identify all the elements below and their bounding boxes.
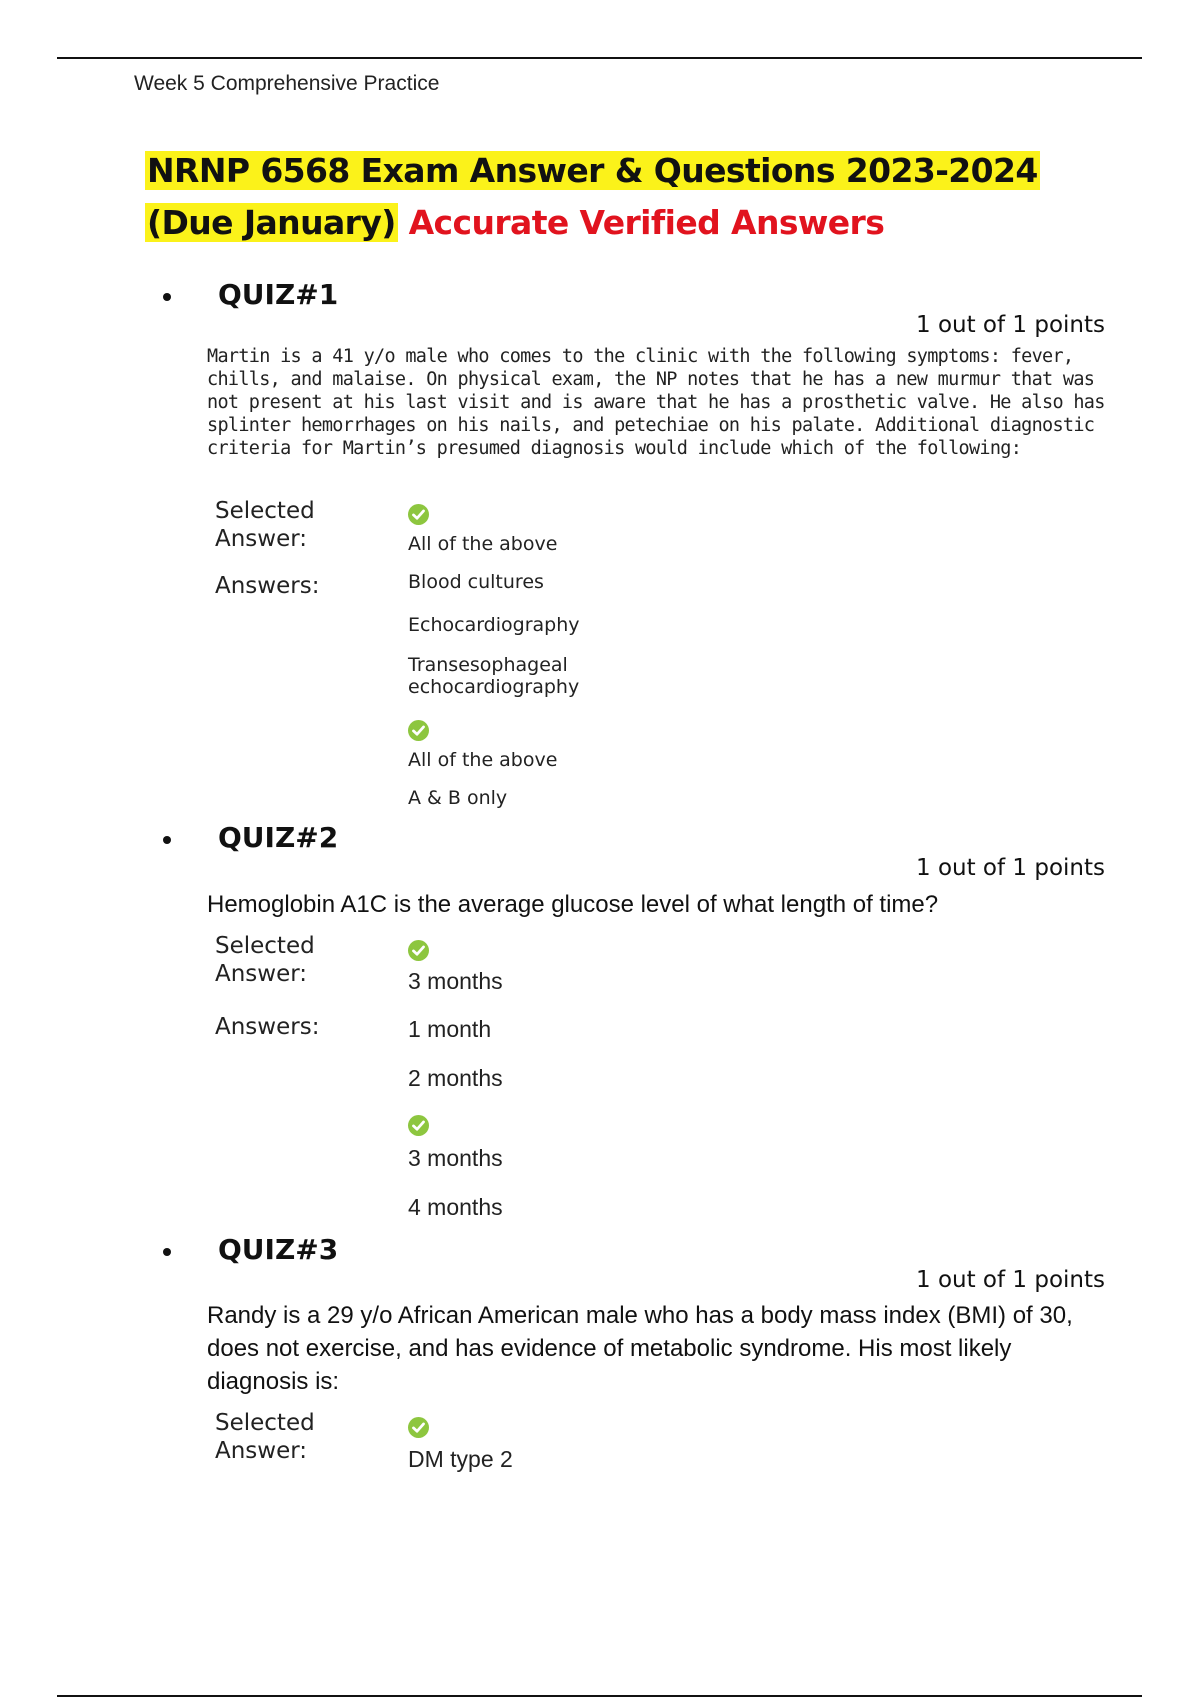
quiz-title: QUIZ#2 [218,821,339,854]
quiz-title: QUIZ#3 [218,1233,339,1266]
quiz-points: 1 out of 1 points [916,1267,1105,1293]
title-line-2-red: Accurate Verified Answers [408,203,885,242]
question-text: Randy is a 29 y/o African American male who has a body mass index (BMI) of 30, does not exercise, and has evidence of metabolic syndrome. His most likely diagnosis is: [207,1302,1073,1395]
document-title [145,145,1040,249]
selected-answer-label: Selected Answer: [215,933,315,987]
answer-option: All of the above [408,749,558,771]
top-rule [57,57,1142,59]
selected-answer-value: DM type 2 [408,1446,513,1472]
answers-label: Answers: [215,1014,320,1040]
quiz-title: QUIZ#1 [218,278,339,311]
page-header-label: Week 5 Comprehensive Practice [134,72,440,95]
answer-option: 4 months [408,1194,503,1220]
check-icon [408,940,429,961]
check-icon [408,1417,429,1438]
title-line-1: NRNP 6568 Exam Answer & Questions 2023-2024 [147,151,1038,190]
answer-option: A & B only [408,787,508,809]
quiz-points: 1 out of 1 points [916,312,1105,338]
selected-answer-value: 3 months [408,968,503,994]
answer-option: 2 months [408,1065,503,1091]
selected-answer-label: Selected Answer: [215,498,315,552]
bottom-rule [57,1695,1142,1697]
check-icon [408,1115,429,1136]
answer-option: Transesophageal echocardiography [408,654,580,698]
bullet-icon [163,1248,171,1256]
answer-option: Echocardiography [408,614,580,636]
quiz-points: 1 out of 1 points [916,855,1105,881]
question-text: Martin is a 41 y/o male who comes to the clinic with the following symptoms: fever, chills, and malaise. On physical exam, the NP notes that he has a new murmur that was not present at his last visit and is aware that he has a prosthetic valve. He also has splinter hemorrhages on his nails, and petechiae on his palate. Additional diagnostic criteria for Martin’s presumed diagnosis would include which of the following: [207,346,1105,459]
answer-option: Blood cultures [408,571,544,593]
bullet-icon [163,293,171,301]
check-icon [408,720,429,741]
answer-option: 3 months [408,1145,503,1171]
bullet-icon [163,836,171,844]
answers-label: Answers: [215,573,320,599]
title-line-2-highlight: (Due January) [147,203,396,242]
selected-answer-value: All of the above [408,533,558,555]
selected-answer-label: Selected Answer: [215,1410,315,1464]
question-text: Hemoglobin A1C is the average glucose level of what length of time? [207,891,939,918]
check-icon [408,504,429,525]
answer-option: 1 month [408,1016,492,1042]
